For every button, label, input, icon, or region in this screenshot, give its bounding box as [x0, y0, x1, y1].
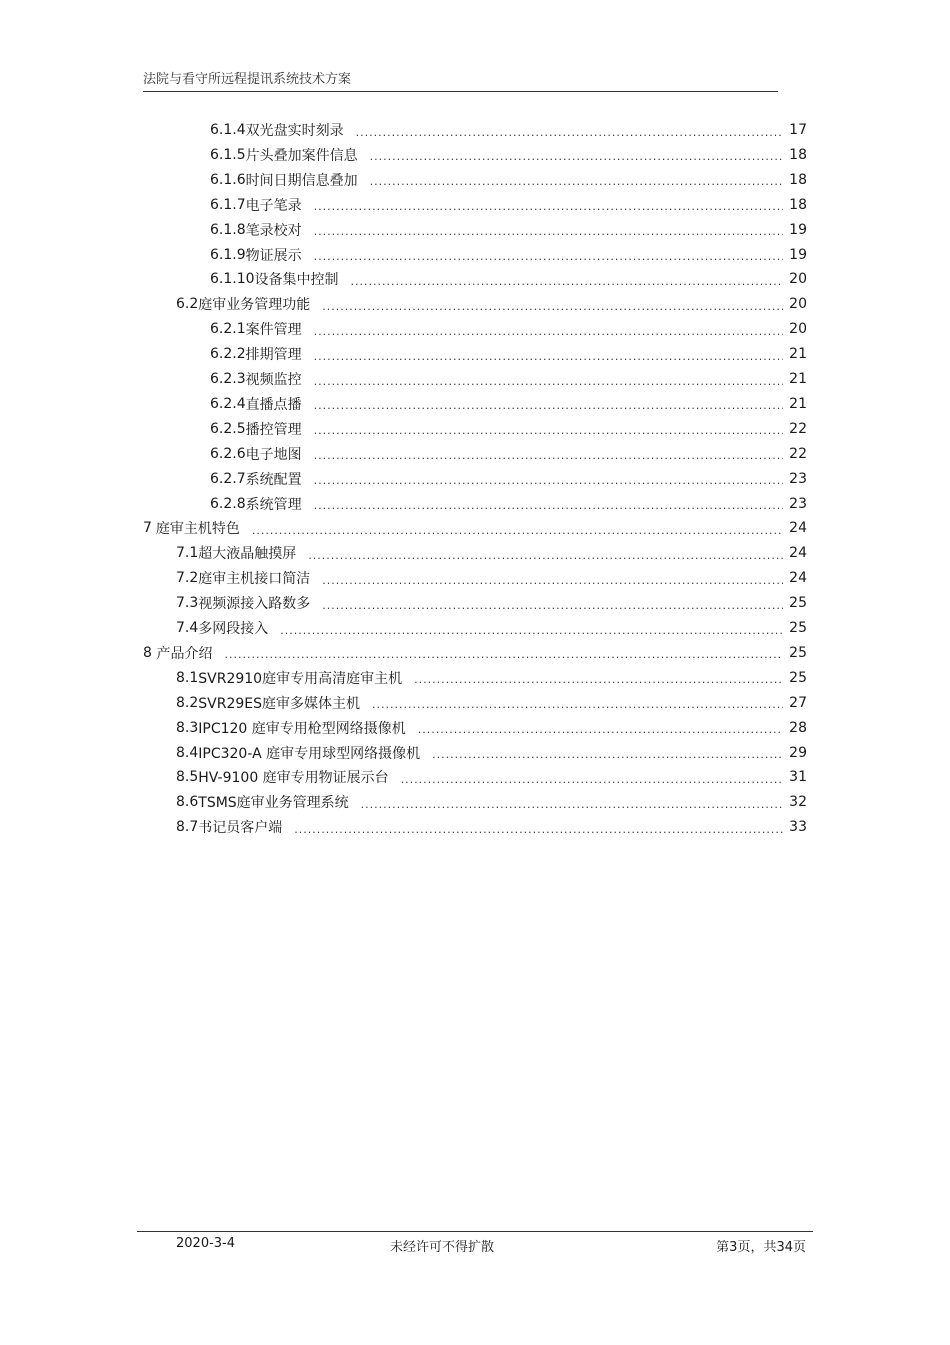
toc-dot-leader	[370, 175, 783, 188]
toc-entry-page: 28	[789, 719, 807, 736]
toc-dot-leader	[401, 773, 783, 786]
toc-entry-page: 20	[789, 296, 807, 313]
toc-entry-title: 庭审业务管理功能	[198, 297, 311, 314]
toc-entry-number: 7	[143, 520, 152, 537]
toc-entry-title: 庭审主机接口简洁	[198, 571, 311, 588]
toc-entry-number: 7.3	[176, 595, 199, 612]
toc-entry-page: 19	[789, 221, 807, 238]
toc-entry[interactable]	[176, 293, 807, 315]
toc-entry-title: 超大液晶触摸屏	[198, 546, 297, 563]
toc-entry[interactable]	[210, 219, 807, 241]
toc-entry-number: 6.2.1	[210, 321, 246, 338]
toc-dot-leader	[322, 599, 783, 612]
footer-notice: 未经许可不得扩散	[390, 1240, 495, 1255]
toc-entry-title: 视频监控	[245, 372, 302, 388]
toc-entry-page: 29	[789, 744, 807, 761]
toc-entry[interactable]	[176, 667, 807, 689]
toc-entry-title: 排期管理	[245, 347, 302, 364]
toc-entry-title: 播控管理	[245, 421, 302, 438]
toc-dot-leader	[225, 648, 783, 661]
toc-entry-number: 6.2.6	[210, 445, 246, 462]
toc-entry[interactable]	[210, 418, 807, 440]
toc-entry-page: 21	[789, 346, 807, 363]
toc-entry-number: 8.6	[176, 794, 199, 811]
toc-entry[interactable]	[210, 468, 807, 490]
toc-entry-number: 7.1	[176, 545, 199, 562]
toc-entry[interactable]	[143, 517, 807, 539]
toc-entry-number: 6.1.10	[210, 271, 255, 288]
toc-entry-number: 6.1.7	[210, 196, 246, 213]
toc-entry-title: 书记员客户端	[198, 820, 283, 837]
toc-entry[interactable]	[210, 268, 807, 290]
toc-entry-page: 25	[789, 595, 807, 612]
toc-entry-page: 25	[789, 644, 807, 661]
toc-entry-title: 视频源接入路数多	[198, 596, 311, 613]
toc-entry-page: 24	[789, 520, 807, 537]
toc-entry[interactable]	[210, 318, 807, 340]
footer-divider	[137, 1231, 813, 1232]
toc-entry-page: 25	[789, 620, 807, 636]
toc-entry-page: 32	[789, 794, 807, 811]
toc-entry-title: 电子笔录	[245, 197, 302, 214]
toc-entry-page: 19	[789, 246, 807, 263]
toc-entry[interactable]	[210, 144, 807, 166]
toc-dot-leader	[314, 350, 783, 363]
toc-dot-leader	[314, 200, 783, 213]
toc-entry-number: 8.5	[176, 769, 199, 786]
toc-dot-leader	[418, 723, 783, 736]
toc-entry-title: 时间日期信息叠加	[245, 172, 358, 189]
toc-entry-number: 6.1.6	[210, 171, 246, 188]
toc-entry[interactable]	[210, 443, 807, 465]
toc-dot-leader	[314, 250, 783, 263]
toc-entry-title: SVR29ES庭审多媒体主机	[198, 695, 361, 712]
toc-entry-page: 17	[789, 122, 807, 138]
toc-entry-title: 案件管理	[245, 322, 302, 339]
toc-entry-title: 系统管理	[245, 496, 302, 513]
toc-entry[interactable]	[210, 493, 807, 515]
toc-entry-number: 6.2	[176, 296, 199, 313]
document-header-title: 法院与看守所远程提讯系统技术方案	[143, 72, 352, 87]
toc-entry-number: 6.1.5	[210, 146, 246, 163]
toc-entry-title: HV-9100 庭审专用物证展示台	[198, 770, 389, 787]
toc-entry-title: 笔录校对	[245, 222, 302, 239]
toc-entry[interactable]	[176, 816, 807, 838]
toc-entry-number: 8.1	[176, 669, 199, 686]
toc-entry-number: 7.4	[176, 620, 199, 636]
toc-entry-title: 物证展示	[245, 247, 302, 264]
toc-dot-leader	[252, 524, 783, 537]
toc-entry-number: 6.2.2	[210, 346, 246, 363]
toc-entry[interactable]	[210, 169, 807, 191]
toc-entry[interactable]	[143, 642, 807, 664]
toc-entry-number: 6.1.8	[210, 221, 246, 238]
toc-entry-number: 7.2	[176, 570, 199, 587]
toc-entry-title: IPC320-A 庭审专用球型网络摄像机	[198, 745, 421, 762]
toc-entry[interactable]	[176, 592, 807, 614]
toc-dot-leader	[314, 375, 783, 388]
footer-page-info: 第3页，共34页	[716, 1240, 806, 1255]
toc-entry-page: 22	[789, 420, 807, 437]
toc-entry-page: 18	[789, 171, 807, 188]
toc-entry-title: 直播点播	[245, 396, 302, 413]
toc-entry-number: 6.1.4	[210, 122, 246, 138]
toc-dot-leader	[314, 399, 783, 412]
toc-entry[interactable]	[176, 791, 807, 813]
toc-entry[interactable]	[176, 742, 807, 764]
toc-dot-leader	[414, 673, 783, 686]
toc-entry-title: 庭审主机特色	[155, 521, 240, 538]
toc-entry-page: 23	[789, 470, 807, 487]
toc-entry[interactable]	[210, 393, 807, 415]
toc-dot-leader	[372, 698, 783, 711]
toc-entry-title: 产品介绍	[156, 645, 213, 662]
toc-entry-title: 片头叠加案件信息	[245, 147, 358, 164]
toc-dot-leader	[314, 499, 783, 512]
header-divider	[143, 91, 778, 92]
toc-entry-number: 6.2.4	[210, 395, 246, 412]
toc-entry-page: 24	[789, 545, 807, 562]
toc-entry[interactable]	[210, 119, 807, 141]
toc-entry-title: 双光盘实时刻录	[245, 123, 344, 139]
toc-entry-number: 8.4	[176, 744, 199, 761]
toc-entry-number: 6.2.8	[210, 495, 246, 512]
toc-dot-leader	[314, 325, 783, 338]
toc-entry-number: 8.2	[176, 694, 199, 711]
toc-dot-leader	[356, 126, 783, 139]
toc-entry-number: 6.2.5	[210, 420, 246, 437]
toc-entry[interactable]	[176, 617, 807, 639]
toc-dot-leader	[314, 424, 783, 437]
toc-entry-number: 8.7	[176, 819, 199, 836]
toc-entry-page: 20	[789, 271, 807, 288]
toc-dot-leader	[314, 225, 783, 238]
toc-entry-title: 多网段接入	[198, 621, 269, 637]
toc-entry-title: SVR2910庭审专用高清庭审主机	[198, 670, 403, 687]
footer-date: 2020-3-4	[176, 1236, 236, 1251]
toc-entry-title: 设备集中控制	[254, 272, 339, 289]
toc-entry-page: 18	[789, 146, 807, 163]
toc-entry[interactable]	[210, 244, 807, 266]
toc-entry-page: 20	[789, 321, 807, 338]
toc-entry-page: 22	[789, 445, 807, 462]
toc-entry[interactable]	[176, 692, 807, 714]
toc-dot-leader	[280, 624, 783, 637]
toc-entry-page: 27	[789, 694, 807, 711]
toc-entry-number: 8.3	[176, 719, 199, 736]
toc-entry-page: 18	[789, 196, 807, 213]
toc-entry-page: 33	[789, 819, 807, 836]
toc-entry-page: 23	[789, 495, 807, 512]
toc-dot-leader	[294, 823, 783, 836]
toc-entry-title: TSMS庭审业务管理系统	[198, 795, 349, 812]
toc-entry[interactable]	[210, 343, 807, 365]
toc-entry-page: 25	[789, 669, 807, 686]
toc-entry-title: 系统配置	[245, 471, 302, 488]
toc-entry-page: 31	[789, 769, 807, 786]
toc-dot-leader	[432, 748, 783, 761]
toc-dot-leader	[322, 574, 783, 587]
toc-dot-leader	[308, 549, 783, 562]
toc-entry-number: 6.1.9	[210, 246, 246, 263]
toc-dot-leader	[361, 798, 783, 811]
toc-dot-leader	[314, 474, 783, 487]
toc-entry-page: 21	[789, 371, 807, 387]
toc-entry-number: 6.2.7	[210, 470, 246, 487]
toc-dot-leader	[314, 449, 783, 462]
toc-entry-number: 6.2.3	[210, 371, 246, 387]
toc-entry-page: 24	[789, 570, 807, 587]
toc-entry[interactable]	[210, 368, 807, 390]
toc-dot-leader	[370, 150, 783, 163]
toc-entry-title: IPC120 庭审专用枪型网络摄像机	[198, 720, 406, 737]
toc-entry-number: 8	[143, 644, 152, 661]
toc-entry[interactable]	[176, 567, 807, 589]
toc-entry[interactable]	[210, 194, 807, 216]
toc-entry-title: 电子地图	[245, 446, 302, 463]
toc-entry-page: 21	[789, 395, 807, 412]
toc-dot-leader	[351, 275, 783, 288]
toc-entry[interactable]	[176, 717, 807, 739]
toc-entry[interactable]	[176, 542, 807, 564]
toc-dot-leader	[322, 300, 783, 313]
toc-entry[interactable]	[176, 766, 807, 788]
